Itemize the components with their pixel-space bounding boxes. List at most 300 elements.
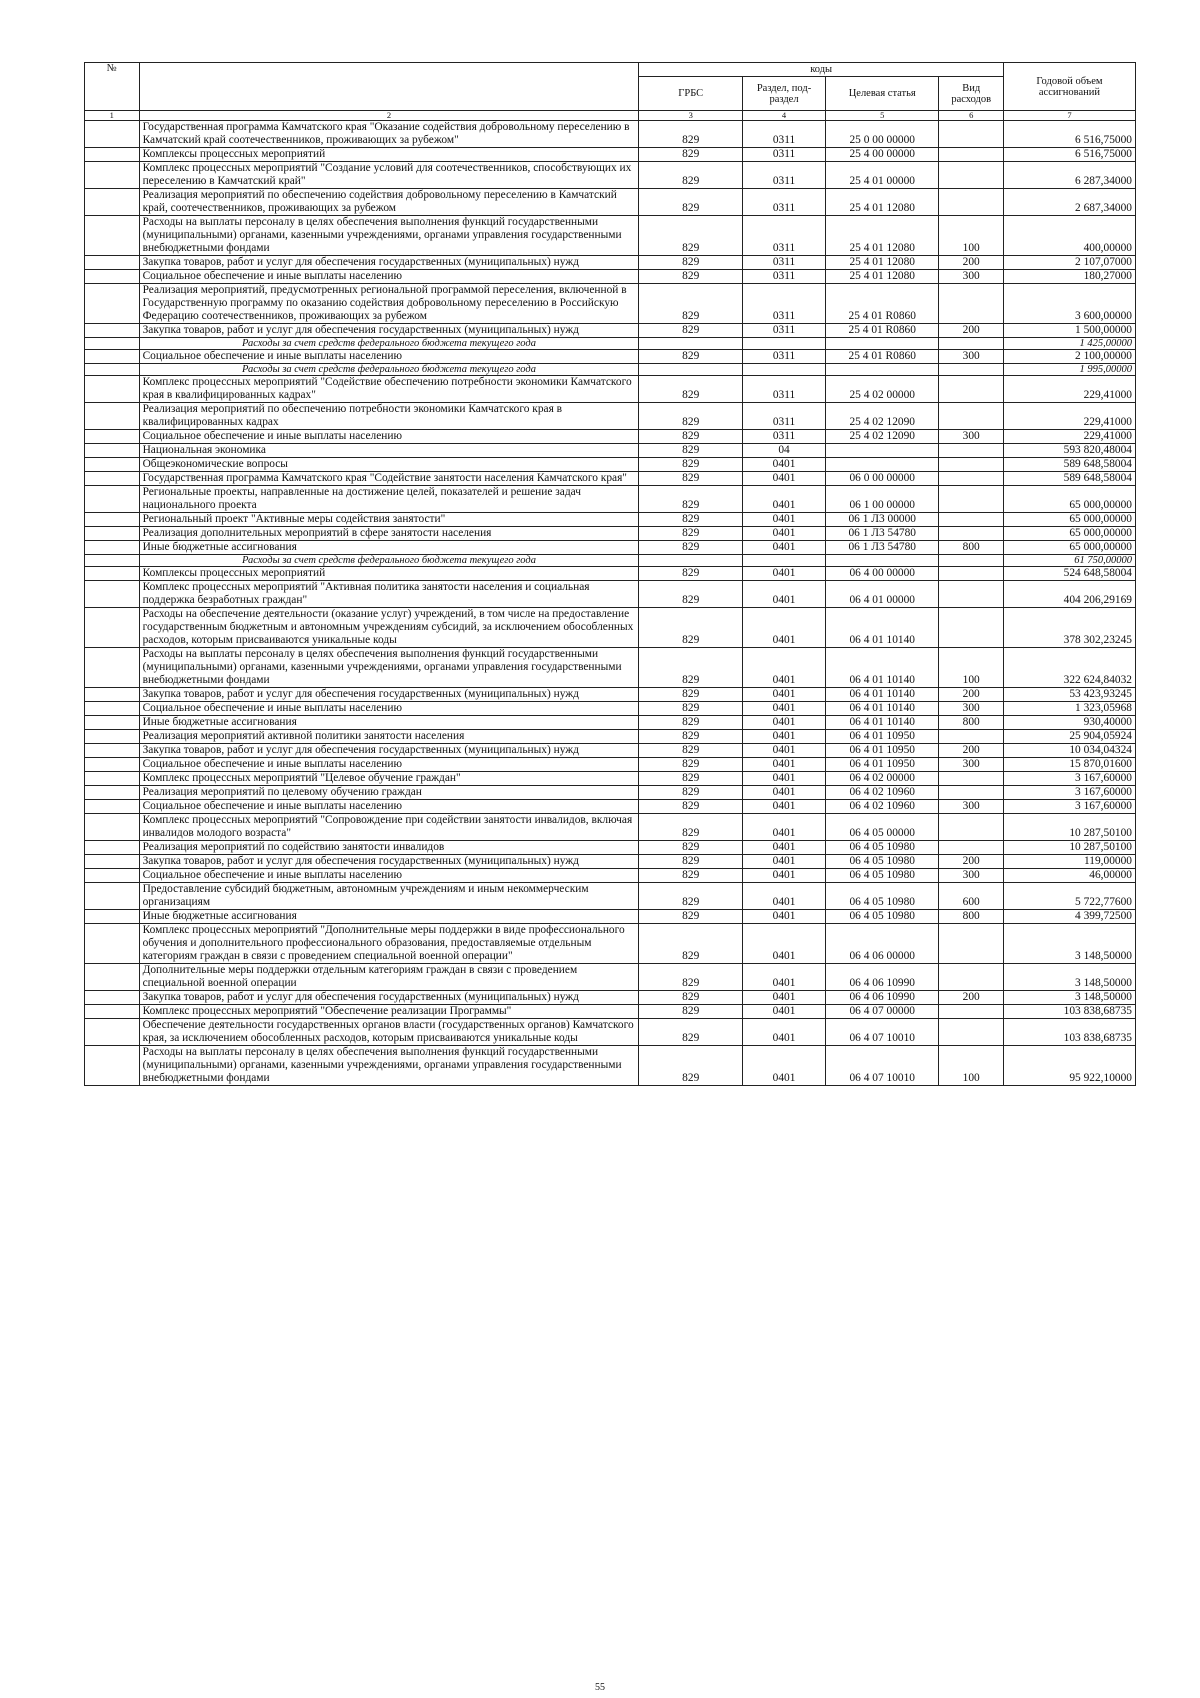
row-number bbox=[85, 284, 140, 324]
row-grbs: 829 bbox=[639, 284, 743, 324]
row-sum: 930,40000 bbox=[1003, 716, 1135, 730]
row-number bbox=[85, 730, 140, 744]
table-row bbox=[85, 270, 1136, 284]
table-subrow bbox=[85, 364, 1136, 376]
row-grbs: 829 bbox=[639, 1046, 743, 1086]
row-section bbox=[743, 364, 826, 376]
row-target: 25 4 00 00000 bbox=[826, 148, 939, 162]
table-row bbox=[85, 527, 1136, 541]
row-grbs: 829 bbox=[639, 744, 743, 758]
row-type bbox=[939, 148, 1003, 162]
table-row bbox=[85, 716, 1136, 730]
col-number: 2 bbox=[139, 111, 639, 121]
table-row bbox=[85, 162, 1136, 189]
row-name: Закупка товаров, работ и услуг для обеспечения государственных (муниципальных) нужд bbox=[139, 744, 639, 758]
row-sum: 5 722,77600 bbox=[1003, 883, 1135, 910]
header-target: Целевая статья bbox=[826, 77, 939, 111]
table-row bbox=[85, 800, 1136, 814]
row-number bbox=[85, 608, 140, 648]
row-type: 200 bbox=[939, 256, 1003, 270]
table-row bbox=[85, 513, 1136, 527]
row-grbs: 829 bbox=[639, 924, 743, 964]
row-sum: 524 648,58004 bbox=[1003, 567, 1135, 581]
row-section: 0311 bbox=[743, 403, 826, 430]
row-type: 300 bbox=[939, 270, 1003, 284]
row-sum: 2 107,07000 bbox=[1003, 256, 1135, 270]
row-grbs: 829 bbox=[639, 991, 743, 1005]
table-row bbox=[85, 841, 1136, 855]
table-row bbox=[85, 376, 1136, 403]
row-type: 300 bbox=[939, 702, 1003, 716]
row-target: 06 4 01 10950 bbox=[826, 744, 939, 758]
header-name bbox=[139, 63, 639, 111]
header-volume: Годовой объем ассигнований bbox=[1003, 63, 1135, 111]
row-name: Закупка товаров, работ и услуг для обеспечения государственных (муниципальных) нужд bbox=[139, 991, 639, 1005]
row-target bbox=[826, 458, 939, 472]
row-name: Иные бюджетные ассигнования bbox=[139, 716, 639, 730]
row-target: 06 4 05 10980 bbox=[826, 869, 939, 883]
row-sum: 10 287,50100 bbox=[1003, 814, 1135, 841]
row-number bbox=[85, 567, 140, 581]
table-row bbox=[85, 458, 1136, 472]
row-section: 0311 bbox=[743, 189, 826, 216]
table-subrow bbox=[85, 338, 1136, 350]
table-row bbox=[85, 786, 1136, 800]
table-row bbox=[85, 486, 1136, 513]
row-type bbox=[939, 527, 1003, 541]
row-name: Комплекс процессных мероприятий "Обеспечение реализации Программы" bbox=[139, 1005, 639, 1019]
table-row bbox=[85, 148, 1136, 162]
table-row bbox=[85, 702, 1136, 716]
row-type bbox=[939, 581, 1003, 608]
row-type bbox=[939, 964, 1003, 991]
row-target: 06 0 00 00000 bbox=[826, 472, 939, 486]
row-sum: 3 600,00000 bbox=[1003, 284, 1135, 324]
row-section: 0311 bbox=[743, 216, 826, 256]
row-type: 300 bbox=[939, 800, 1003, 814]
table-body bbox=[85, 121, 1136, 1086]
row-name: Социальное обеспечение и иные выплаты населению bbox=[139, 800, 639, 814]
row-grbs: 829 bbox=[639, 486, 743, 513]
table-row bbox=[85, 444, 1136, 458]
row-name: Иные бюджетные ассигнования bbox=[139, 541, 639, 555]
row-name: Закупка товаров, работ и услуг для обеспечения государственных (муниципальных) нужд bbox=[139, 688, 639, 702]
row-grbs: 829 bbox=[639, 270, 743, 284]
col-number: 4 bbox=[743, 111, 826, 121]
row-name: Общеэкономические вопросы bbox=[139, 458, 639, 472]
row-name: Государственная программа Камчатского края "Содействие занятости населения Камчатского края" bbox=[139, 472, 639, 486]
row-type bbox=[939, 284, 1003, 324]
row-sum: 53 423,93245 bbox=[1003, 688, 1135, 702]
row-number bbox=[85, 648, 140, 688]
row-grbs: 829 bbox=[639, 730, 743, 744]
row-sum: 593 820,48004 bbox=[1003, 444, 1135, 458]
row-section: 0401 bbox=[743, 702, 826, 716]
row-section: 0401 bbox=[743, 883, 826, 910]
row-type bbox=[939, 444, 1003, 458]
row-section: 0401 bbox=[743, 855, 826, 869]
row-grbs: 829 bbox=[639, 376, 743, 403]
row-number bbox=[85, 702, 140, 716]
row-type bbox=[939, 121, 1003, 148]
row-grbs: 829 bbox=[639, 814, 743, 841]
row-type: 100 bbox=[939, 648, 1003, 688]
row-number bbox=[85, 1019, 140, 1046]
table-row bbox=[85, 744, 1136, 758]
row-number bbox=[85, 991, 140, 1005]
row-section: 0401 bbox=[743, 772, 826, 786]
row-name: Комплекс процессных мероприятий "Содействие обеспечению потребности экономики Камчатского края в квалифицированных кадрах" bbox=[139, 376, 639, 403]
row-target: 25 4 01 R0860 bbox=[826, 284, 939, 324]
row-type: 200 bbox=[939, 688, 1003, 702]
table-row bbox=[85, 1046, 1136, 1086]
row-grbs bbox=[639, 364, 743, 376]
row-type bbox=[939, 162, 1003, 189]
row-target: 06 4 02 10960 bbox=[826, 786, 939, 800]
row-type: 100 bbox=[939, 1046, 1003, 1086]
row-name: Расходы за счет средств федерального бюджета текущего года bbox=[139, 364, 639, 376]
row-sum: 1 323,05968 bbox=[1003, 702, 1135, 716]
row-grbs bbox=[639, 338, 743, 350]
row-number bbox=[85, 814, 140, 841]
row-number bbox=[85, 758, 140, 772]
row-section: 0311 bbox=[743, 430, 826, 444]
row-name: Комплекс процессных мероприятий "Активная политика занятости населения и социальная поддержка безработных граждан" bbox=[139, 581, 639, 608]
table-row bbox=[85, 608, 1136, 648]
row-number bbox=[85, 772, 140, 786]
row-section: 0401 bbox=[743, 648, 826, 688]
row-grbs: 829 bbox=[639, 121, 743, 148]
row-section: 0311 bbox=[743, 270, 826, 284]
table-row bbox=[85, 472, 1136, 486]
row-target: 06 4 00 00000 bbox=[826, 567, 939, 581]
row-section: 0311 bbox=[743, 350, 826, 364]
row-sum: 3 167,60000 bbox=[1003, 772, 1135, 786]
row-target: 25 4 01 R0860 bbox=[826, 350, 939, 364]
row-name: Комплекс процессных мероприятий "Целевое обучение граждан" bbox=[139, 772, 639, 786]
row-sum: 378 302,23245 bbox=[1003, 608, 1135, 648]
row-name: Социальное обеспечение и иные выплаты населению bbox=[139, 758, 639, 772]
row-section: 0401 bbox=[743, 991, 826, 1005]
row-target: 25 4 01 00000 bbox=[826, 162, 939, 189]
table-row bbox=[85, 284, 1136, 324]
row-target bbox=[826, 364, 939, 376]
table-subrow bbox=[85, 555, 1136, 567]
row-type: 600 bbox=[939, 883, 1003, 910]
table-row bbox=[85, 1005, 1136, 1019]
row-name: Комплекс процессных мероприятий "Сопровождение при содействии занятости инвалидов, включая инвалидов молодого возраста" bbox=[139, 814, 639, 841]
row-name: Комплекс процессных мероприятий "Создание условий для соотечественников, способствующих их переселению в Камчатский край" bbox=[139, 162, 639, 189]
row-sum: 589 648,58004 bbox=[1003, 472, 1135, 486]
row-number bbox=[85, 841, 140, 855]
row-number bbox=[85, 688, 140, 702]
document-page bbox=[84, 62, 1136, 1086]
row-name: Реализация дополнительных мероприятий в сфере занятости населения bbox=[139, 527, 639, 541]
table-row bbox=[85, 814, 1136, 841]
table-row bbox=[85, 324, 1136, 338]
row-name: Закупка товаров, работ и услуг для обеспечения государственных (муниципальных) нужд bbox=[139, 324, 639, 338]
table-row bbox=[85, 964, 1136, 991]
row-target: 06 4 07 10010 bbox=[826, 1019, 939, 1046]
row-type: 200 bbox=[939, 991, 1003, 1005]
row-grbs: 829 bbox=[639, 513, 743, 527]
row-section: 0401 bbox=[743, 1046, 826, 1086]
row-target: 25 4 02 12090 bbox=[826, 430, 939, 444]
row-section: 0401 bbox=[743, 716, 826, 730]
row-section: 0311 bbox=[743, 121, 826, 148]
row-type bbox=[939, 1019, 1003, 1046]
row-number bbox=[85, 744, 140, 758]
row-number bbox=[85, 555, 140, 567]
row-sum: 229,41000 bbox=[1003, 430, 1135, 444]
row-grbs: 829 bbox=[639, 527, 743, 541]
row-grbs: 829 bbox=[639, 716, 743, 730]
row-type bbox=[939, 513, 1003, 527]
row-sum: 103 838,68735 bbox=[1003, 1019, 1135, 1046]
row-name: Социальное обеспечение и иные выплаты населению bbox=[139, 702, 639, 716]
row-name: Региональные проекты, направленные на достижение целей, показателей и решение задач национального проекта bbox=[139, 486, 639, 513]
row-sum: 15 870,01600 bbox=[1003, 758, 1135, 772]
row-type bbox=[939, 555, 1003, 567]
row-number bbox=[85, 162, 140, 189]
row-type bbox=[939, 376, 1003, 403]
table-row bbox=[85, 256, 1136, 270]
header-grbs: ГРБС bbox=[639, 77, 743, 111]
row-name: Иные бюджетные ассигнования bbox=[139, 910, 639, 924]
row-section: 0401 bbox=[743, 527, 826, 541]
row-type bbox=[939, 730, 1003, 744]
row-number bbox=[85, 256, 140, 270]
row-sum: 3 167,60000 bbox=[1003, 800, 1135, 814]
row-type bbox=[939, 472, 1003, 486]
row-target bbox=[826, 338, 939, 350]
row-section: 0401 bbox=[743, 541, 826, 555]
row-type: 200 bbox=[939, 324, 1003, 338]
row-sum: 400,00000 bbox=[1003, 216, 1135, 256]
row-name: Расходы на выплаты персоналу в целях обеспечения выполнения функций государственными (муниципальными) органами, казенными учреждениями, органами управления государственными внебюджетными фондами bbox=[139, 1046, 639, 1086]
table-row bbox=[85, 869, 1136, 883]
row-section: 0401 bbox=[743, 608, 826, 648]
row-sum: 103 838,68735 bbox=[1003, 1005, 1135, 1019]
row-name: Социальное обеспечение и иные выплаты населению bbox=[139, 270, 639, 284]
row-grbs: 829 bbox=[639, 350, 743, 364]
row-grbs bbox=[639, 555, 743, 567]
table-row bbox=[85, 430, 1136, 444]
row-section: 0401 bbox=[743, 800, 826, 814]
row-target: 25 0 00 00000 bbox=[826, 121, 939, 148]
table-row bbox=[85, 403, 1136, 430]
row-sum: 589 648,58004 bbox=[1003, 458, 1135, 472]
row-section: 0311 bbox=[743, 284, 826, 324]
row-name: Комплексы процессных мероприятий bbox=[139, 148, 639, 162]
row-number bbox=[85, 541, 140, 555]
row-number bbox=[85, 855, 140, 869]
col-number: 6 bbox=[939, 111, 1003, 121]
row-target: 06 4 05 00000 bbox=[826, 814, 939, 841]
row-grbs: 829 bbox=[639, 567, 743, 581]
row-type bbox=[939, 1005, 1003, 1019]
row-section: 0401 bbox=[743, 513, 826, 527]
row-number bbox=[85, 716, 140, 730]
row-grbs: 829 bbox=[639, 688, 743, 702]
row-sum: 65 000,00000 bbox=[1003, 513, 1135, 527]
row-section: 0401 bbox=[743, 924, 826, 964]
header-type: Вид расходов bbox=[939, 77, 1003, 111]
row-target: 06 1 00 00000 bbox=[826, 486, 939, 513]
row-name: Комплекс процессных мероприятий "Дополнительные меры поддержки в виде профессионального обучения и дополнительного профессионального образования, предоставляемые отдельным категориям граждан в связи с проведением специальной военной операции" bbox=[139, 924, 639, 964]
row-sum: 65 000,00000 bbox=[1003, 486, 1135, 513]
row-name: Расходы на выплаты персоналу в целях обеспечения выполнения функций государственными (муниципальными) органами, казенными учреждениями, органами управления государственными внебюджетными фондами bbox=[139, 648, 639, 688]
row-sum: 3 148,50000 bbox=[1003, 964, 1135, 991]
row-target: 06 1 Л3 00000 bbox=[826, 513, 939, 527]
col-number: 1 bbox=[85, 111, 140, 121]
row-number bbox=[85, 338, 140, 350]
row-type bbox=[939, 567, 1003, 581]
row-sum: 2 100,00000 bbox=[1003, 350, 1135, 364]
row-grbs: 829 bbox=[639, 910, 743, 924]
row-type: 800 bbox=[939, 910, 1003, 924]
col-number: 5 bbox=[826, 111, 939, 121]
row-type: 300 bbox=[939, 430, 1003, 444]
row-target: 06 4 01 10950 bbox=[826, 758, 939, 772]
header-codes: коды bbox=[639, 63, 1004, 77]
row-target: 25 4 01 12080 bbox=[826, 256, 939, 270]
row-type bbox=[939, 338, 1003, 350]
row-grbs: 829 bbox=[639, 256, 743, 270]
row-number bbox=[85, 1046, 140, 1086]
row-number bbox=[85, 1005, 140, 1019]
row-number bbox=[85, 910, 140, 924]
row-section: 0401 bbox=[743, 567, 826, 581]
row-sum: 119,00000 bbox=[1003, 855, 1135, 869]
row-grbs: 829 bbox=[639, 800, 743, 814]
page-number: 55 bbox=[595, 1682, 605, 1693]
table-row bbox=[85, 910, 1136, 924]
row-target: 06 4 05 10980 bbox=[826, 841, 939, 855]
row-section: 0401 bbox=[743, 841, 826, 855]
row-target: 06 4 05 10980 bbox=[826, 883, 939, 910]
row-section: 0401 bbox=[743, 1005, 826, 1019]
row-type bbox=[939, 786, 1003, 800]
row-number bbox=[85, 121, 140, 148]
row-name: Обеспечение деятельности государственных органов власти (государственных органов) Камчатского края, за исключением обособленных расходов, которым присваиваются уникальные коды bbox=[139, 1019, 639, 1046]
row-target bbox=[826, 555, 939, 567]
row-number bbox=[85, 800, 140, 814]
row-target: 06 4 07 10010 bbox=[826, 1046, 939, 1086]
row-grbs: 829 bbox=[639, 324, 743, 338]
row-section: 0401 bbox=[743, 688, 826, 702]
row-grbs: 829 bbox=[639, 1005, 743, 1019]
row-sum: 10 287,50100 bbox=[1003, 841, 1135, 855]
table-row bbox=[85, 121, 1136, 148]
row-sum: 25 904,05924 bbox=[1003, 730, 1135, 744]
row-section: 0311 bbox=[743, 376, 826, 403]
row-name: Предоставление субсидий бюджетным, автономным учреждениям и иным некоммерческим организациям bbox=[139, 883, 639, 910]
table-row bbox=[85, 883, 1136, 910]
row-name: Региональный проект "Активные меры содействия занятости" bbox=[139, 513, 639, 527]
row-grbs: 829 bbox=[639, 841, 743, 855]
row-number bbox=[85, 883, 140, 910]
row-target: 06 4 06 10990 bbox=[826, 991, 939, 1005]
row-name: Расходы за счет средств федерального бюджета текущего года bbox=[139, 338, 639, 350]
row-target: 06 4 01 00000 bbox=[826, 581, 939, 608]
row-section: 0401 bbox=[743, 486, 826, 513]
table-row bbox=[85, 688, 1136, 702]
row-target: 06 4 01 10140 bbox=[826, 608, 939, 648]
row-type: 800 bbox=[939, 541, 1003, 555]
row-grbs: 829 bbox=[639, 189, 743, 216]
row-target: 25 4 01 R0860 bbox=[826, 324, 939, 338]
row-type bbox=[939, 458, 1003, 472]
table-row bbox=[85, 541, 1136, 555]
row-sum: 3 148,50000 bbox=[1003, 991, 1135, 1005]
row-grbs: 829 bbox=[639, 216, 743, 256]
row-section: 0401 bbox=[743, 869, 826, 883]
row-target: 06 1 Л3 54780 bbox=[826, 527, 939, 541]
row-target: 06 4 06 10990 bbox=[826, 964, 939, 991]
row-grbs: 829 bbox=[639, 472, 743, 486]
row-section: 0401 bbox=[743, 458, 826, 472]
row-sum: 322 624,84032 bbox=[1003, 648, 1135, 688]
row-sum: 229,41000 bbox=[1003, 376, 1135, 403]
row-sum: 10 034,04324 bbox=[1003, 744, 1135, 758]
row-sum: 404 206,29169 bbox=[1003, 581, 1135, 608]
table-row bbox=[85, 855, 1136, 869]
row-target: 06 4 01 10950 bbox=[826, 730, 939, 744]
row-sum: 1 995,00000 bbox=[1003, 364, 1135, 376]
row-sum: 6 516,75000 bbox=[1003, 121, 1135, 148]
row-target: 06 4 07 00000 bbox=[826, 1005, 939, 1019]
row-name: Реализация мероприятий по содействию занятости инвалидов bbox=[139, 841, 639, 855]
row-sum: 229,41000 bbox=[1003, 403, 1135, 430]
row-name: Расходы на обеспечение деятельности (оказание услуг) учреждений, в том числе на предоставление государственным бюджетным и автономным учреждениям субсидий, за исключением обособленных расходов, которым присваиваются уникальные коды bbox=[139, 608, 639, 648]
row-sum: 1 425,00000 bbox=[1003, 338, 1135, 350]
row-section: 0401 bbox=[743, 910, 826, 924]
row-grbs: 829 bbox=[639, 772, 743, 786]
row-grbs: 829 bbox=[639, 855, 743, 869]
row-section: 0401 bbox=[743, 814, 826, 841]
row-type bbox=[939, 486, 1003, 513]
row-number bbox=[85, 964, 140, 991]
row-section: 0401 bbox=[743, 786, 826, 800]
row-type bbox=[939, 608, 1003, 648]
row-type: 300 bbox=[939, 350, 1003, 364]
budget-table bbox=[84, 62, 1136, 1086]
row-sum: 2 687,34000 bbox=[1003, 189, 1135, 216]
row-grbs: 829 bbox=[639, 883, 743, 910]
row-section: 0311 bbox=[743, 148, 826, 162]
row-target: 06 4 01 10140 bbox=[826, 648, 939, 688]
row-type bbox=[939, 364, 1003, 376]
row-grbs: 829 bbox=[639, 403, 743, 430]
row-sum: 3 148,50000 bbox=[1003, 924, 1135, 964]
row-name: Расходы за счет средств федерального бюджета текущего года bbox=[139, 555, 639, 567]
row-type: 100 bbox=[939, 216, 1003, 256]
row-number bbox=[85, 786, 140, 800]
row-target: 25 4 02 12090 bbox=[826, 403, 939, 430]
row-number bbox=[85, 324, 140, 338]
table-row bbox=[85, 730, 1136, 744]
row-number bbox=[85, 458, 140, 472]
row-section: 0401 bbox=[743, 744, 826, 758]
row-number bbox=[85, 364, 140, 376]
row-target: 06 1 Л3 54780 bbox=[826, 541, 939, 555]
table-row bbox=[85, 189, 1136, 216]
row-target: 25 4 01 12080 bbox=[826, 270, 939, 284]
row-number bbox=[85, 444, 140, 458]
row-type bbox=[939, 841, 1003, 855]
row-number bbox=[85, 403, 140, 430]
